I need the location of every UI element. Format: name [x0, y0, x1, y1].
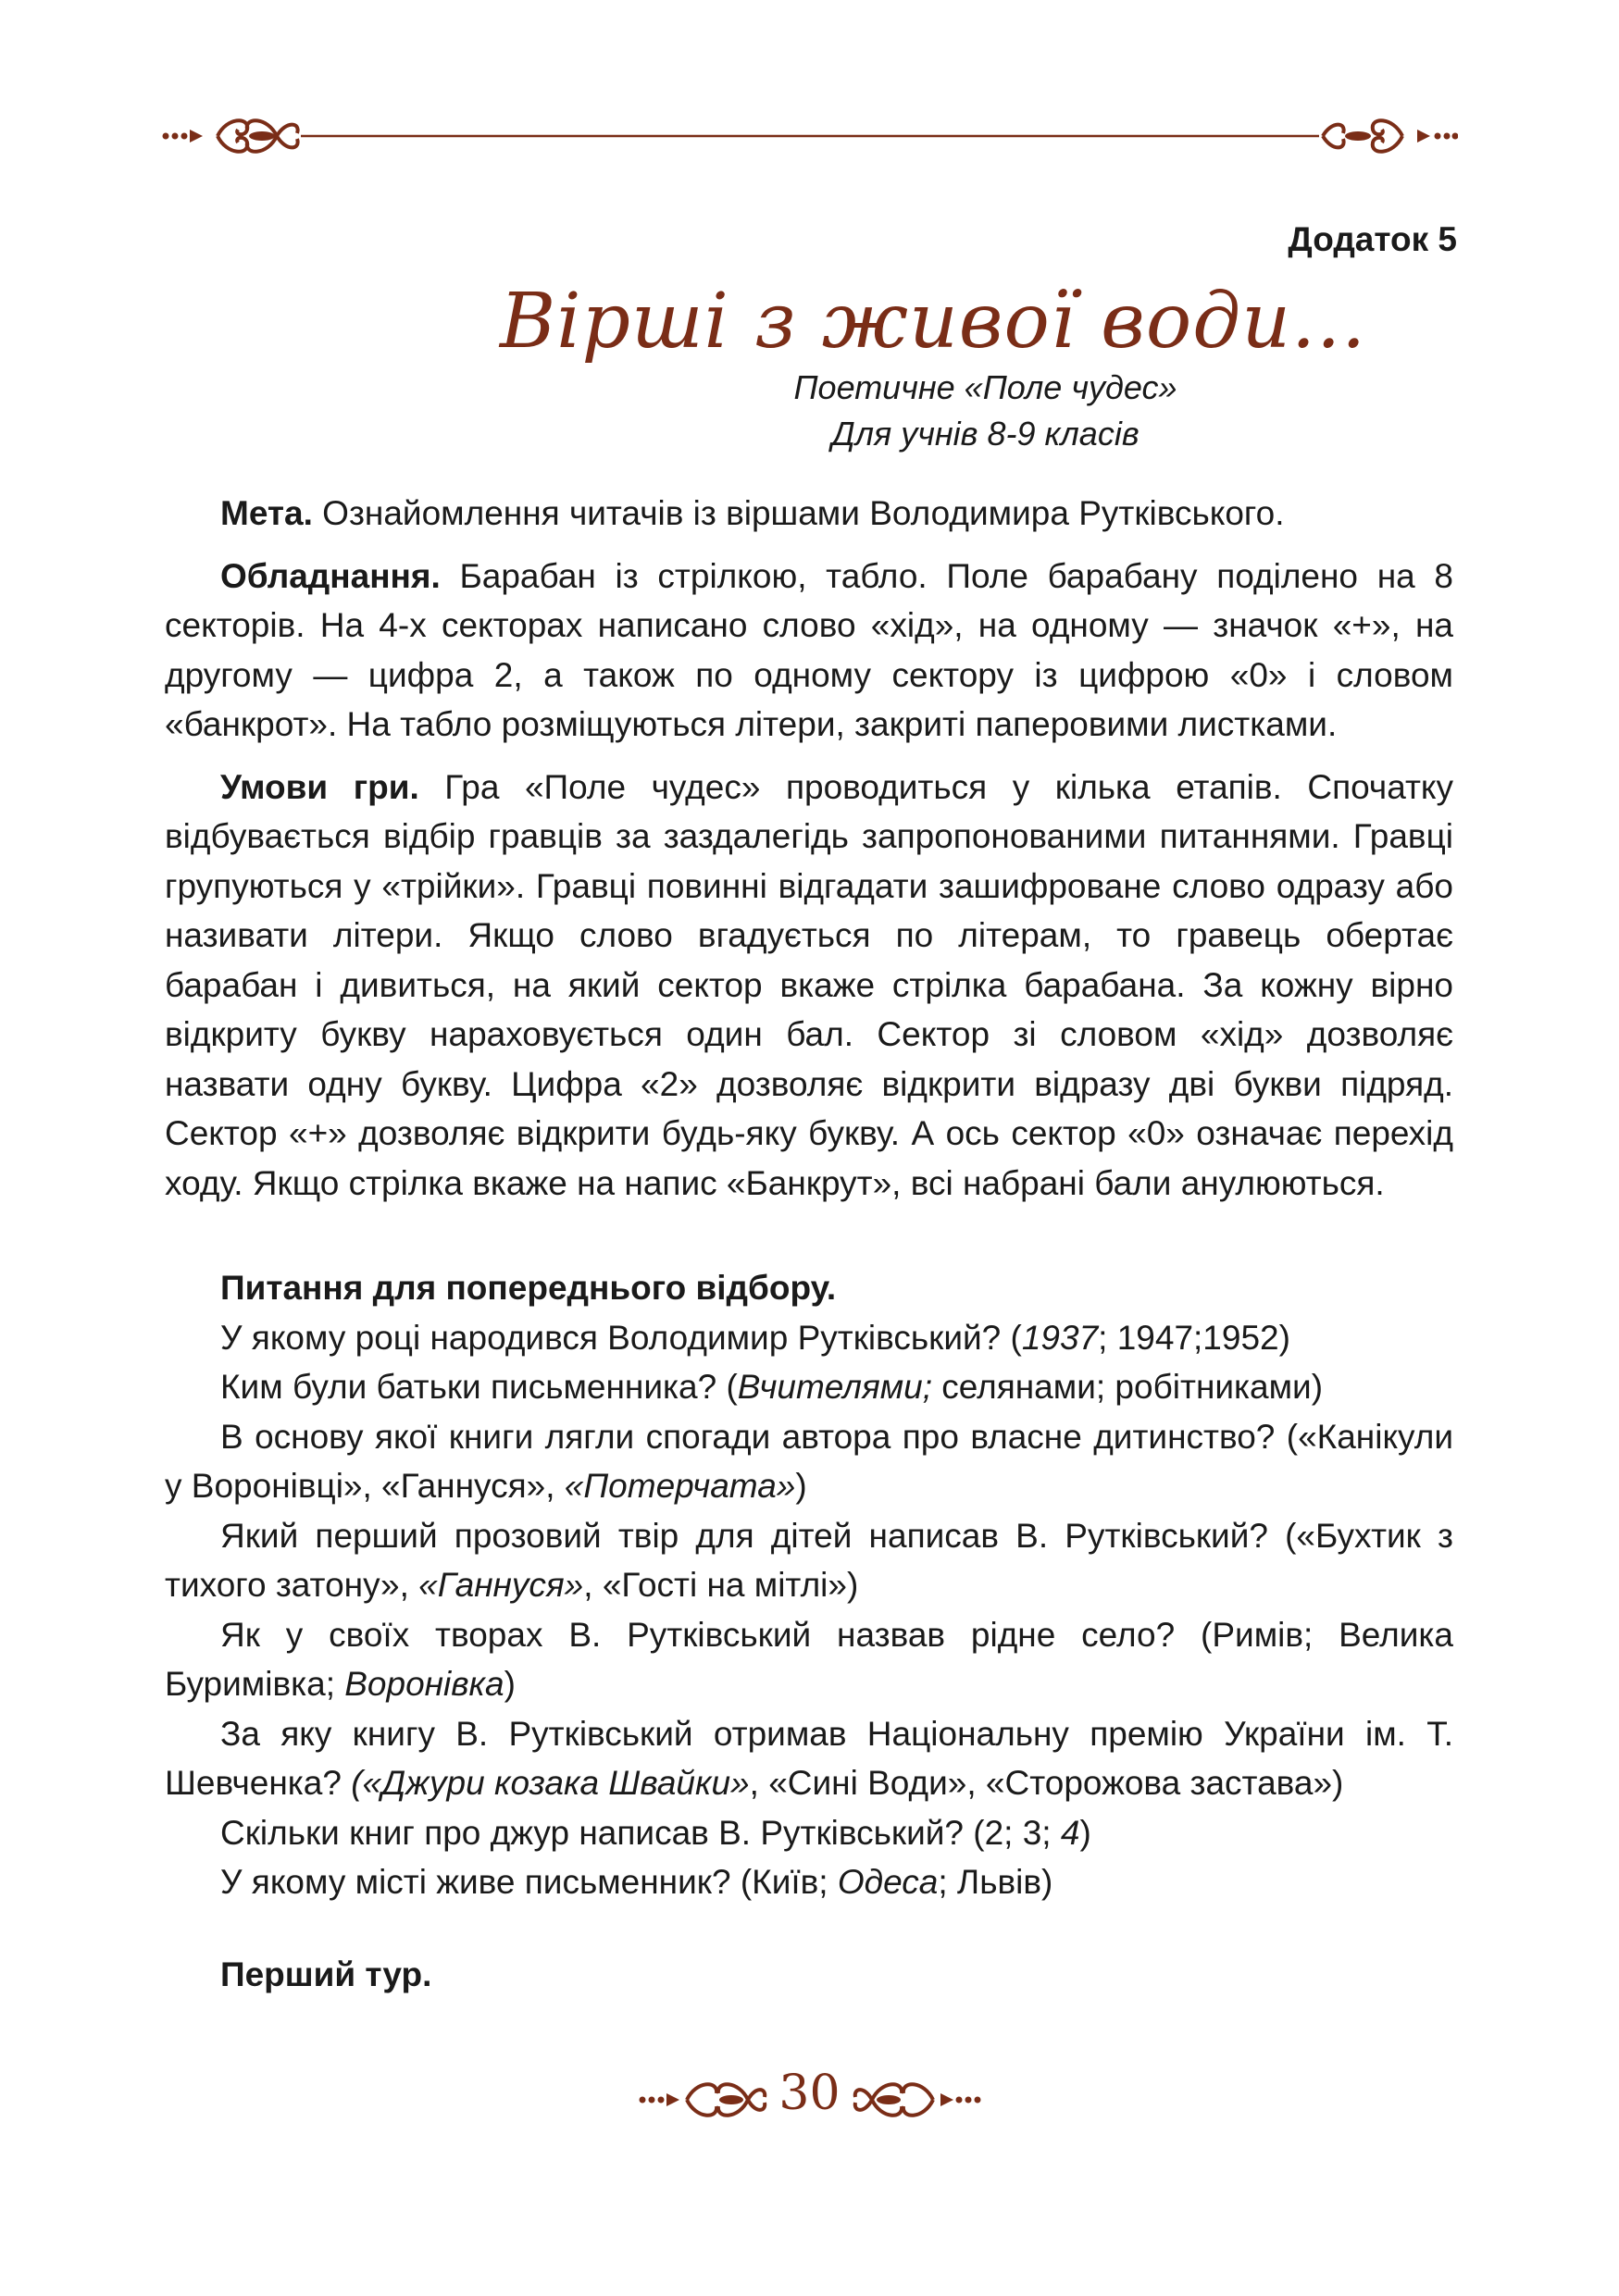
equipment-paragraph: [165, 552, 1453, 750]
goal-lead: Мета.: [220, 494, 313, 532]
goal-text: Ознайомлення читачів із віршами Володимира Рутківського.: [312, 494, 1285, 532]
subtitle-game: Поетичне «Поле чудес»: [793, 368, 1177, 406]
equipment-text: Барабан із стрілкою, табло. Поле барабану поділено на 8 секторів. На 4-х секторах написано слово «хід», на одному — значок «+», на другому — цифра 2, а також по одному сектору із цифрою «0» і словом «банкрот». На табло розміщуються літери, закриті паперовими листками.: [165, 556, 1453, 743]
question-item: Як у своїх творах В. Рутківський назвав рідне село? (Римів; Велика Буримівка; Воронівка): [165, 1615, 1453, 1703]
question-item: Який перший прозовий твір для дітей написав В. Рутківський? («Бухтик з тихого затону», «Ганнуся», «Гості на мітлі»): [165, 1516, 1453, 1604]
rules-paragraph: [165, 763, 1453, 1209]
page-number: 30: [778, 2066, 841, 2121]
equipment-lead: Обладнання.: [220, 556, 441, 595]
goal-paragraph: [165, 489, 1453, 539]
question-item: За яку книгу В. Рутківський отримав Національну премію України ім. Т. Шевченка? («Джури козака Швайки», «Сині Води», «Сторожова застава»): [165, 1714, 1453, 1802]
page-title: [500, 278, 1367, 379]
question-item: Ким були батьки письменника? (Вчителями; селянами; робітниками): [220, 1368, 1324, 1406]
rules-text: Гра «Поле чудес» проводиться у кілька етапів. Спочатку відбувається відбір гравців за заздалегідь запропонованими питаннями. Гравці групуються у «трійки». Гравці повинні відгадати зашифроване слово одразу або називати літери. Якщо слово вгадується по літерам, то гравець обертає барабан і дивиться, на який сектор вкаже стрілка барабана. За кожну вірно відкриту букву нараховується один бал. Сектор зі словом «хід» дозволяє назвати одну букву. Цифра «2» дозволяє відкрити відразу дві букви підряд. Сектор «+» дозволяє відкрити будь-яку букву. А ось сектор «0» означає перехід ходу. Якщо стрілка вкаже на напис «Банкрут», всі набрані бали анулюються.: [165, 767, 1454, 1202]
question-item: У якому році народився Володимир Рутківський? (1937; 1947;1952): [220, 1318, 1290, 1357]
first-round-heading: Перший тур.: [220, 1955, 432, 1993]
subtitle-audience: Для учнів 8-9 класів: [831, 415, 1140, 453]
document-body: [165, 489, 1453, 1999]
question-item: У якому місті живе письменник? (Київ; Одеса; Львів): [220, 1863, 1053, 1901]
question-item: В основу якої книги лягли спогади автора про власне дитинство? («Канікули у Воронівці», «Ганнуся», «Потерчата»): [165, 1417, 1453, 1505]
question-item: Скільки книг про джур написав В. Рутківський? (2; 3; 4): [220, 1813, 1091, 1852]
rules-lead: Умови гри.: [220, 767, 419, 806]
preliminary-heading: Питання для попереднього відбору.: [220, 1269, 837, 1307]
appendix-label: Додаток 5: [1288, 220, 1457, 258]
title-text: Вірші з живої води...: [500, 278, 1367, 366]
ornament-divider-icon: [162, 109, 1458, 163]
